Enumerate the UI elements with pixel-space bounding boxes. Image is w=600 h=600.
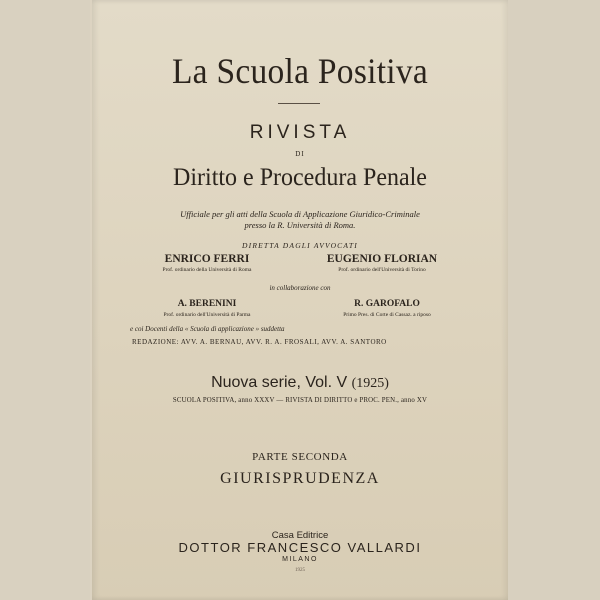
collaborator-name: R. GAROFALO: [354, 299, 420, 309]
series-heading: [92, 374, 508, 392]
director-role: Prof. ordinario della Università di Roma: [162, 267, 252, 273]
collaboration-label: in collaborazione con: [269, 284, 331, 292]
docenti-line: e coi Docenti della « Scuola di applicazione » suddetta: [130, 325, 285, 333]
official-line-2: presso la R. Università di Roma.: [244, 220, 356, 230]
section-title: GIURISPRUDENZA: [220, 470, 380, 487]
diretta-label: DIRETTA DAGLI AVVOCATI: [242, 241, 358, 250]
title-page: [92, 0, 508, 600]
director-name: ENRICO FERRI: [164, 253, 250, 265]
di-label: DI: [295, 150, 305, 158]
director-name: EUGENIO FLORIAN: [326, 253, 438, 265]
background-left: [0, 0, 90, 600]
journal-title: La Scuola Positiva: [171, 51, 429, 91]
title-divider: [278, 103, 320, 104]
series-subline: SCUOLA POSITIVA, anno XXXV — RIVISTA DI DIRITTO e PROC. PEN., anno XV: [172, 397, 428, 404]
rivista-label: RIVISTA: [249, 122, 351, 143]
background-right: [508, 0, 600, 600]
publisher-name: DOTTOR FRANCESCO VALLARDI: [178, 540, 422, 555]
publisher-city: MILANO: [282, 556, 318, 563]
series-label: Nuova serie, Vol. V: [211, 374, 348, 391]
series-year: (1925): [351, 376, 389, 391]
redazione-line: REDAZIONE: AVV. A. BERNAU, AVV. R. A. FROSALI, AVV. A. SANTORO: [132, 338, 387, 346]
publisher-casa: Casa Editrice: [271, 530, 329, 541]
publisher-year: 1925: [295, 568, 305, 573]
collaborator-role: Prof. ordinario dell'Università di Parma: [163, 312, 251, 318]
collaborator-role: Primo Pres. di Corte di Cassaz. a riposo: [343, 312, 431, 318]
journal-subtitle: Diritto e Procedura Penale: [173, 164, 427, 191]
official-line-1: Ufficiale per gli atti della Scuola di Applicazione Giuridico-Criminale: [180, 209, 420, 219]
director-role: Prof. ordinario dell'Università di Torino: [338, 267, 426, 273]
part-label: PARTE SECONDA: [252, 451, 348, 463]
collaborator-name: A. BERENINI: [177, 299, 237, 309]
